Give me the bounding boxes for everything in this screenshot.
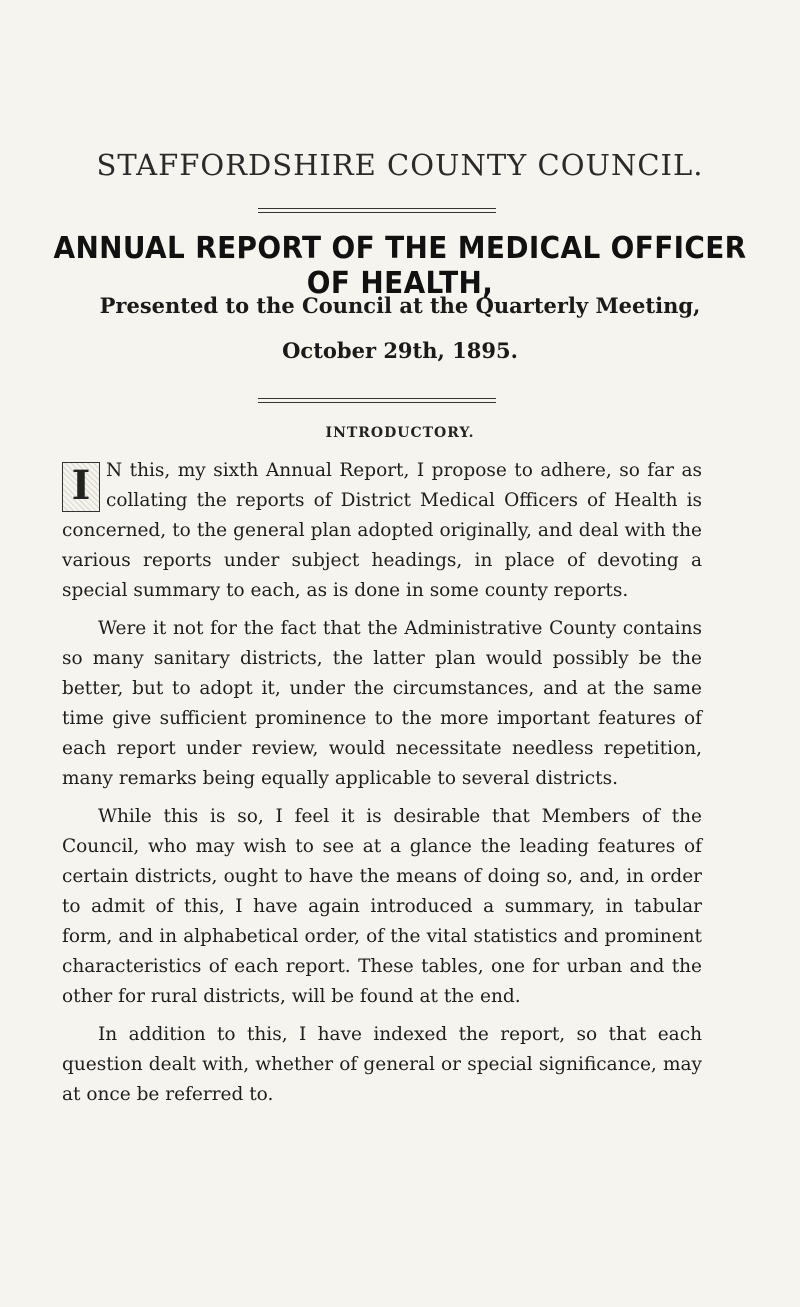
divider-rule — [258, 398, 496, 399]
divider-rule — [258, 402, 496, 403]
divider-rule — [258, 208, 496, 209]
paragraph: While this is so, I feel it is desirable that Members of the Council, who may wish to see at a glance the leading features of certain districts, ought to have the means of doing so, and, in order to admit of this, I have again introduced a summary, in tabular form, and in alphabetical order, of the vital statistics and prominent characteristics of each report. These tables, one for urban and the other for rural districts, will be found at the end. — [62, 806, 702, 1007]
council-name: STAFFORDSHIRE COUNTY COUNCIL. — [96, 148, 704, 182]
report-title: ANNUAL REPORT OF THE MEDICAL OFFICER OF HEALTH, — [53, 231, 747, 301]
drop-cap: I — [62, 462, 100, 512]
meeting-date: October 29th, 1895. — [282, 338, 518, 363]
paragraph: In addition to this, I have indexed the report, so that each question dealt with, whether of general or special significance, may at once be referred to. — [62, 1024, 702, 1105]
divider-rule — [258, 212, 496, 213]
paragraph-text: N this, my sixth Annual Report, I propose to adhere, so far as collating the reports of District Medical Officers of Health is concerned, to the general plan adopted originally, and deal with the various reports under subject headings, in place of devoting a special summary to each, as is done in some county reports. — [62, 460, 702, 601]
paragraph: Were it not for the fact that the Administrative County contains so many sanitary districts, the latter plan would possibly be the better, but to adopt it, under the circumstances, and at the same time give sufficient prominence to the more important features of each report under review, would necessitate needless repetition, many remarks being equally applicable to several districts. — [62, 618, 702, 789]
section-heading: INTRODUCTORY. — [325, 425, 475, 441]
presented-line: Presented to the Council at the Quarterly Meeting, — [99, 293, 701, 318]
body-text — [62, 456, 702, 1118]
paragraph — [62, 456, 702, 606]
